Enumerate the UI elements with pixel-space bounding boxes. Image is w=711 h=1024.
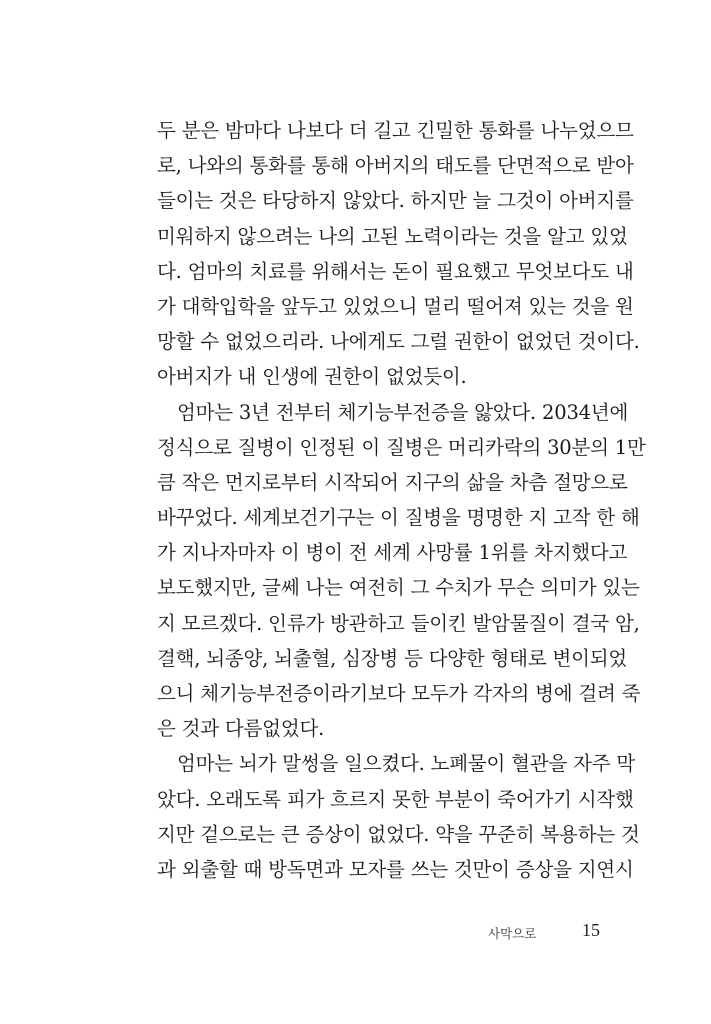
body-text	[157, 113, 646, 887]
text-line: 엄마는 3년 전부터 체기능부전증을 앓았다. 2034년에	[177, 400, 629, 424]
running-title: 사막으로	[488, 926, 537, 941]
paragraph-1	[157, 113, 640, 395]
text-line: 망할 수 없었으리라. 나에게도 그럴 권한이 없었던 것이다.	[157, 330, 640, 354]
text-line: 으니 체기능부전증이라기보다 모두가 각자의 병에 걸려 죽	[157, 682, 641, 705]
text-line: 두 분은 밤마다 나보다 더 길고 긴밀한 통화를 나누었으므	[157, 119, 634, 142]
text-line: 았다. 오래도록 피가 흐르지 못한 부분이 죽어가기 시작했	[157, 787, 634, 811]
text-line: 과 외출할 때 방독면과 모자를 쓰는 것만이 증상을 지연시	[157, 857, 634, 881]
text-line: 가 대학입학을 앞두고 있었으니 멀리 떨어져 있는 것을 원	[157, 294, 634, 318]
text-line: 큼 작은 먼지로부터 시작되어 지구의 삶을 차츰 절망으로	[157, 470, 628, 494]
text-line: 아버지가 내 인생에 권한이 없었듯이.	[157, 365, 467, 389]
text-line: 정식으로 질병이 인정된 이 질병은 머리카락의 30분의 1만	[157, 435, 646, 459]
page-number: 15	[582, 920, 600, 940]
text-line: 은 것과 다름없었다.	[157, 717, 325, 741]
text-line: 로, 나와의 통화를 통해 아버지의 태도를 단면적으로 받아	[157, 154, 634, 178]
text-line: 보도했지만, 글쎄 나는 여전히 그 수치가 무슨 의미가 있는	[157, 576, 640, 600]
text-line: 지만 겉으로는 큰 증상이 없었다. 약을 꾸준히 복용하는 것	[157, 822, 640, 846]
text-line: 가 지나자마자 이 병이 전 세계 사망률 1위를 차지했다고	[157, 541, 628, 565]
text-line: 엄마는 뇌가 말썽을 일으켰다. 노폐물이 혈관을 자주 막	[177, 752, 636, 776]
text-line: 다. 엄마의 치료를 위해서는 돈이 필요했고 무엇보다도 내	[157, 259, 634, 283]
paragraph-2	[157, 395, 646, 747]
text-line: 미워하지 않으려는 나의 고된 노력이라는 것을 알고 있었	[157, 224, 628, 248]
text-line: 바꾸었다. 세계보건기구는 이 질병을 명명한 지 고작 한 해	[157, 506, 640, 530]
text-line: 들이는 것은 타당하지 않았다. 하지만 늘 그것이 아버지를	[157, 189, 634, 213]
text-line: 결핵, 뇌종양, 뇌출혈, 심장병 등 다양한 형태로 변이되었	[157, 646, 627, 670]
page-footer	[0, 920, 711, 944]
paragraph-3	[157, 746, 640, 887]
text-line: 지 모르겠다. 인류가 방관하고 들이킨 발암물질이 결국 암,	[157, 611, 640, 635]
